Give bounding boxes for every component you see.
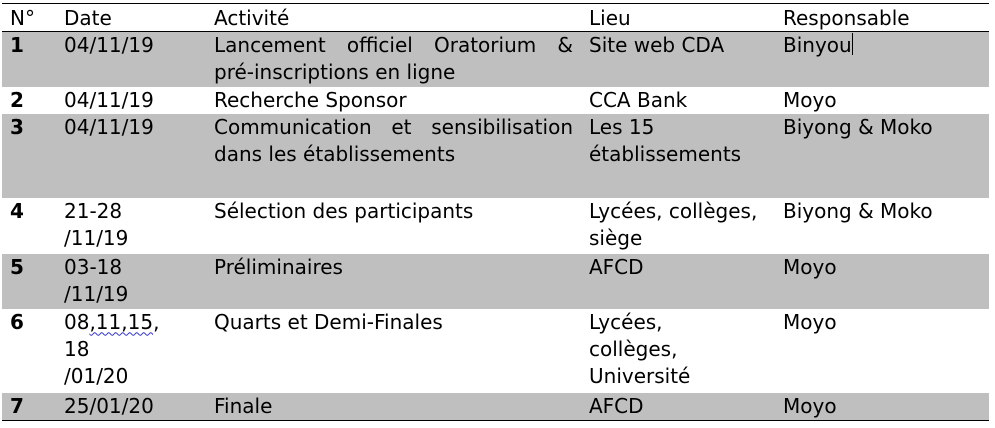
row-number: 1 <box>2 32 56 87</box>
date-part: 08 <box>64 309 90 334</box>
row-activity: Finale <box>206 393 581 421</box>
header-responsible: Responsable <box>775 4 989 32</box>
row-date: 04/11/19 <box>56 32 206 87</box>
row-date <box>56 309 206 393</box>
row-location: Site web CDA <box>581 32 775 87</box>
row-date: 25/01/20 <box>56 393 206 421</box>
row-number: 6 <box>10 309 24 334</box>
row-location: AFCD <box>581 393 775 421</box>
row-activity: Recherche Sponsor <box>214 87 407 112</box>
row-number: 7 <box>2 393 56 421</box>
row-number: 2 <box>10 87 24 112</box>
row-date: 04/11/19 <box>56 114 206 198</box>
row-location: CCA Bank <box>589 87 688 112</box>
row-responsible: Biyong & Moko <box>783 198 933 223</box>
responsible-text: Binyou <box>783 33 852 57</box>
row-location: Les 15 établissements <box>581 114 775 198</box>
row-number: 4 <box>10 198 24 223</box>
row-responsible[interactable] <box>775 32 989 87</box>
table-row <box>2 32 989 87</box>
date-part: , 18 /01/20 <box>64 309 160 388</box>
header-number: N° <box>2 4 56 32</box>
row-number: 5 <box>2 254 56 309</box>
table-row <box>2 393 989 421</box>
row-activity: Communication et sensibilisation dans les établissements <box>206 114 581 198</box>
header-location: Lieu <box>581 4 775 32</box>
row-date: 03-18 /11/19 <box>56 254 206 309</box>
header-date: Date <box>56 4 206 32</box>
row-activity: Sélection des participants <box>214 198 474 223</box>
row-date: 21-28 /11/19 <box>64 198 129 250</box>
header-activity: Activité <box>206 4 581 32</box>
row-responsible: Moyo <box>775 254 989 309</box>
row-activity: Lancement officiel Oratorium & pré-inscriptions en ligne <box>206 32 581 87</box>
row-activity: Quarts et Demi-Finales <box>214 309 443 334</box>
spellcheck-flagged-text: ,11,15 <box>89 309 154 334</box>
row-location: AFCD <box>581 254 775 309</box>
row-activity: Préliminaires <box>206 254 581 309</box>
row-date: 04/11/19 <box>64 87 154 112</box>
row-responsible: Moyo <box>775 393 989 421</box>
table-row <box>2 87 989 114</box>
row-responsible: Biyong & Moko <box>775 114 989 198</box>
row-location: Lycées, collèges, siège <box>589 198 758 250</box>
table-row <box>2 114 989 198</box>
row-responsible: Moyo <box>783 87 837 112</box>
header-row <box>2 4 989 32</box>
row-number: 3 <box>2 114 56 198</box>
text-cursor <box>852 33 853 55</box>
row-responsible: Moyo <box>783 309 837 334</box>
table-row <box>2 198 989 254</box>
row-location: Lycées, collèges, Université <box>589 309 691 388</box>
schedule-table <box>2 3 989 421</box>
table-row <box>2 254 989 309</box>
table-row <box>2 309 989 393</box>
